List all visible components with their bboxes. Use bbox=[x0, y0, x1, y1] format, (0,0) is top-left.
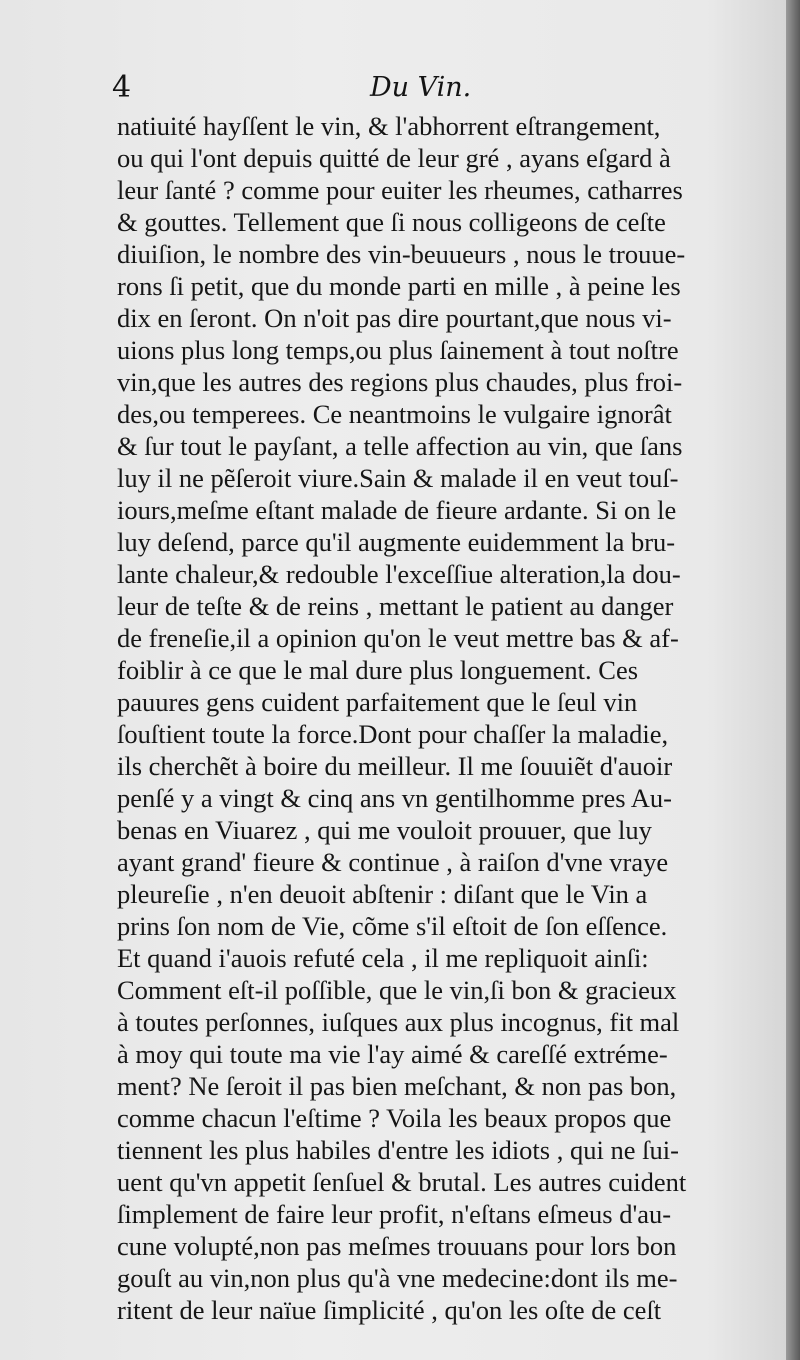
text-line: ſouſtient toute la force.Dont pour chaſſer la maladie, bbox=[117, 719, 669, 749]
text-line: diuiſion, le nombre des vin-beuueurs , nous le trouue- bbox=[117, 239, 686, 269]
text-line: uions plus long temps,ou plus ſainement à tout noſtre bbox=[117, 335, 679, 365]
text-line: ritent de leur naïue ſimplicité , qu'on les oſte de ceſt bbox=[117, 1295, 662, 1325]
text-line: & ſur tout le payſant, a telle affection au vin, que ſans bbox=[117, 431, 683, 461]
text-line: foiblir à ce que le mal dure plus longuement. Ces bbox=[117, 655, 639, 685]
text-line: ou qui l'ont depuis quitté de leur gré , ayans eſgard à bbox=[117, 143, 671, 173]
text-line: Et quand i'auois refuté cela , il me repliquoit ainſi: bbox=[117, 943, 649, 973]
page-header bbox=[112, 66, 762, 106]
text-line: natiuité hayſſent le vin, & l'abhorrent eſtrangement, bbox=[117, 111, 661, 141]
text-line: de freneſie,il a opinion qu'on le veut mettre bas & af- bbox=[117, 623, 679, 653]
text-line: à toutes perſonnes, iuſques aux plus incognus, fit mal bbox=[117, 1007, 680, 1037]
text-line: leur de teſte & de reins , mettant le patient au danger bbox=[117, 591, 674, 621]
text-line: comme chacun l'eſtime ? Voila les beaux propos que bbox=[117, 1103, 672, 1133]
text-line: vin,que les autres des regions plus chaudes, plus froi- bbox=[117, 367, 683, 397]
text-line: ils cherchẽt à boire du meilleur. Il me ſouuiẽt d'auoir bbox=[117, 751, 673, 781]
text-line: cune volupté,non pas meſmes trouuans pour lors bon bbox=[117, 1231, 677, 1261]
text-line: penſé y a vingt & cinq ans vn gentilhomme pres Au- bbox=[117, 783, 672, 813]
text-line: ſimplement de faire leur profit, n'eſtans eſmeus d'au- bbox=[117, 1199, 672, 1229]
text-line: benas en Viuarez , qui me vouloit prouuer, que luy bbox=[117, 815, 652, 845]
text-line: Comment eſt-il poſſible, que le vin,ſi bon & gracieux bbox=[117, 975, 677, 1005]
text-line: pauures gens cuident parfaitement que le ſeul vin bbox=[117, 687, 638, 717]
page-number: 4 bbox=[112, 70, 132, 105]
text-line: des,ou temperees. Ce neantmoins le vulgaire ignorât bbox=[117, 399, 672, 429]
text-line: iours,meſme eſtant malade de fieure ardante. Si on le bbox=[117, 495, 677, 525]
page-edge-shadow bbox=[786, 0, 800, 1360]
running-title: Du Vin. bbox=[370, 72, 472, 103]
text-line: & gouttes. Tellement que ſi nous colligeons de ceſte bbox=[117, 207, 666, 237]
text-line: gouſt au vin,non plus qu'à vne medecine:dont ils me- bbox=[117, 1263, 678, 1293]
text-line: prins ſon nom de Vie, cõme s'il eſtoit de ſon eſſence. bbox=[117, 911, 668, 941]
text-line: rons ſi petit, que du monde parti en mille , à peine les bbox=[117, 271, 681, 301]
text-line: luy il ne pẽſeroit viure.Sain & malade il en veut touſ- bbox=[117, 463, 679, 493]
text-line: lante chaleur,& redouble l'exceſſiue alteration,la dou- bbox=[117, 559, 681, 589]
text-line: ment? Ne ſeroit il pas bien meſchant, & non pas bon, bbox=[117, 1071, 677, 1101]
text-line: luy deſend, parce qu'il augmente euidemment la bru- bbox=[117, 527, 676, 557]
text-line: uent qu'vn appetit ſenſuel & brutal. Les autres cuident bbox=[117, 1167, 687, 1197]
text-line: dix en ſeront. On n'oit pas dire pourtant,que nous vi- bbox=[117, 303, 672, 333]
text-line: à moy qui toute ma vie l'ay aimé & careſſé extréme- bbox=[117, 1039, 668, 1069]
text-line: ayant grand' fieure & continue , à raiſon d'vne vraye bbox=[117, 847, 669, 877]
text-line: tiennent les plus habiles d'entre les idiots , qui ne ſui- bbox=[117, 1135, 679, 1165]
text-line: pleureſie , n'en deuoit abſtenir : diſant que le Vin a bbox=[117, 879, 648, 909]
text-line: leur ſanté ? comme pour euiter les rheumes, catharres bbox=[117, 175, 683, 205]
